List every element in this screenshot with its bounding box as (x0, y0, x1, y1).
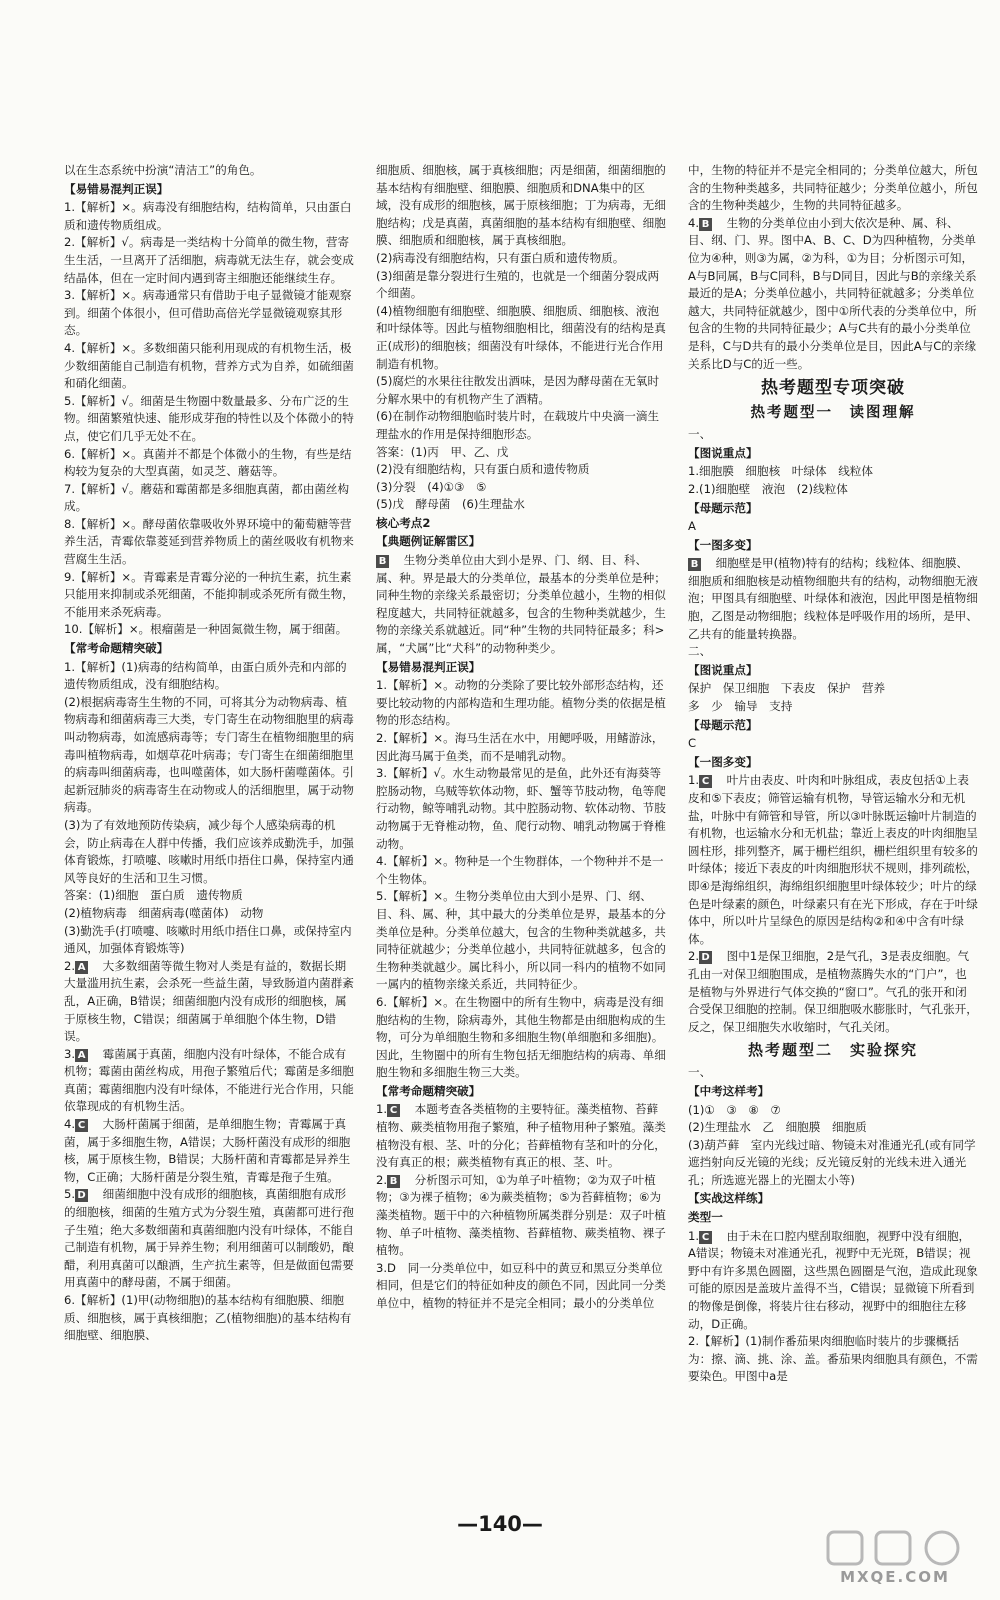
paragraph (64, 1116, 354, 1186)
paragraph: 3.D 同一分类单位中，如豆科中的黄豆和黑豆分类单位相同，但是它们的特征如种皮的颜色不同，因此同一分类单位中，植物的特征并不是完全相同；最小的分类单位 (376, 1260, 666, 1310)
section-heading: 【图说重点】 (688, 662, 758, 677)
explanation-text: 分析图示可知，①为单子叶植物；②为双子叶植物；③为裸子植物；④为蕨类植物；⑤为苔藓植物；⑥为藻类植物。题干中的六种植物所属类群分别是：双子叶植物、单子叶植物、藻类植物、苔藓植物、蕨类植物、裸子植物。 (376, 1172, 666, 1258)
section-heading: 【一图多变】 (688, 537, 758, 552)
paragraph (688, 772, 978, 948)
paragraph: (3)分裂 (4)①③ ⑤ (376, 479, 487, 494)
paragraph: (1)① ③ ⑧ ⑦ (688, 1102, 781, 1117)
explanation-text: 图中1是保卫细胞，2是气孔，3是表皮细胞。气孔由一对保卫细胞围成，是植物蒸腾失水的“门户”，也是植物与外界进行气体交换的“窗口”。气孔的张开和闭合受保卫细胞的控制。保卫细胞吸水膨胀时，气孔张开，反之，保卫细胞失水收缩时，气孔关闭。 (688, 949, 978, 1034)
paragraph: (3)葫芦藓 室内光线过暗、物镜未对准通光孔(或有同学遮挡射向反光镜的光线；反光镜反射的光线未进入通光孔；所选遮光器上的光圈太小等) (688, 1137, 976, 1187)
paragraph: 细胞质、细胞核，属于真核细胞；丙是细菌，细菌细胞的基本结构有细胞壁、细胞膜、细胞质和DNA集中的区域，没有成形的细胞核，属于原核细胞；丁为病毒，无细胞结构；戊是真菌，真菌细胞的基本结构有细胞壁、细胞膜、细胞质和细胞核，属于真核细胞。 (376, 163, 666, 248)
answer-badge: B (387, 1175, 400, 1188)
paragraph: 2.【解析】√。病毒是一类结构十分简单的微生物，营寄生生活，一旦离开了活细胞，病毒就无法生存，就会变成结晶体，但在一定时间内遇到寄主细胞还能继续生存。 (64, 235, 354, 285)
section-title: 热考题型专项突破 (761, 378, 905, 399)
explanation-text: 本题考查各类植物的主要特征。藻类植物、苔藓植物、蕨类植物用孢子繁殖，种子植物用种子繁殖。藻类植物没有根、茎、叶的分化；苔藓植物有茎和叶的分化，没有真正的根；蕨类植物有真正的根、茎、叶。 (376, 1102, 666, 1170)
item-number: 2. (688, 949, 700, 964)
item-number: 1. (688, 1228, 700, 1243)
answer-badge: C (699, 1231, 712, 1244)
paragraph: C (688, 736, 697, 751)
paragraph: 3.【解析】√。水生动物最常见的是鱼，此外还有海葵等腔肠动物，乌贼等软体动物，虾、蟹等节肢动物，龟等爬行动物，鲸等哺乳动物。其中腔肠动物、软体动物、节肢动物属于无脊椎动物，鱼、爬行动物、哺乳动物属于脊椎动物。 (376, 766, 666, 851)
paragraph: 2.(1)细胞壁 液泡 (2)线粒体 (688, 481, 848, 496)
answer-badge: B (688, 558, 701, 571)
paragraph: 5.【解析】√。细菌是生物圈中数量最多、分布广泛的生物。细菌繁殖快速、能形成芽孢的特性以及个体微小的特点，使它们几乎无处不在。 (64, 393, 354, 443)
explanation-text: 霉菌属于真菌，细胞内没有叶绿体，不能合成有机物；霉菌由菌丝构成，用孢子繁殖后代；霉菌是多细胞真菌；霉菌细胞内没有叶绿体，不能进行光合作用，只能依靠现成的有机物生活。 (64, 1046, 354, 1114)
paragraph: 10.【解析】×。根瘤菌是一种固氮微生物，属于细菌。 (64, 622, 348, 637)
section-heading: 【中考这样考】 (688, 1083, 770, 1098)
column-middle (376, 162, 666, 1502)
answer-line: 答案：(1)丙 甲、乙、戊 (376, 444, 509, 459)
paragraph: 多 少 输导 支持 (688, 699, 793, 714)
answer-line: 答案：(1)细胞 蛋白质 遗传物质 (64, 888, 243, 903)
section-heading: 【母题示范】 (688, 500, 758, 515)
explanation-text: 由于未在口腔内壁刮取细胞，视野中没有细胞，A错误；物镜未对准通光孔，视野中无光斑，B错误；视野中有许多黑色圆圈，这些黑色圆圈是气泡，造成此现象可能的原因是盖玻片盖得不当，C错误；显微镜下所看到的物像是倒像，将装片往右移动，视野中的细胞往左移动，D正确。 (688, 1228, 978, 1331)
section-heading: 【易错易混判正误】 (64, 181, 169, 196)
section-heading: 类型一 (688, 1210, 723, 1225)
paragraph: (2)没有细胞结构，只有蛋白质和遗传物质 (376, 462, 590, 477)
section-heading: 【实战这样练】 (688, 1191, 770, 1206)
explanation-text: 细菌细胞中没有成形的细胞核，真菌细胞有成形的细胞核，细菌的生殖方式为分裂生殖，真菌都可进行孢子生殖；绝大多数细菌和真菌细胞内没有叶绿体，不能自己制造有机物，属于异养生物；利用细菌可以制酸奶，酿醋，利用真菌可以酿酒，生产抗生素等，但是做面包需要用真菌中的酵母菌，不属于细菌。 (64, 1187, 354, 1290)
paragraph: 4.【解析】×。多数细菌只能利用现成的有机物生活，极少数细菌能自己制造有机物，营养方式为自养，如硫细菌和硝化细菌。 (64, 340, 354, 391)
paragraph (64, 958, 354, 1046)
paragraph: 2.【解析】(1)制作番茄果肉细胞临时装片的步骤概括为：擦、滴、挑、涂、盖。番茄果肉细胞具有颜色，不需要染色。甲图中a是 (688, 1334, 978, 1384)
paragraph (688, 215, 978, 373)
subsection-title: 热考题型二 实验探究 (747, 1041, 918, 1060)
paragraph: 1.【解析】×。动物的分类除了要比较外部形态结构，还要比较动物的内部构造和生理功能。植物分类的依据是植物的形态结构。 (376, 678, 666, 728)
section-heading: 【一图多变】 (688, 754, 758, 769)
answer-badge: C (75, 1119, 88, 1132)
item-number: 1. (376, 1102, 388, 1117)
paragraph: (2)根据病毒寄生生物的不同，可将其分为动物病毒、植物病毒和细菌病毒三大类，专门寄生在动物细胞里的病毒叫动物病毒，如流感病毒等；专门寄生在植物细胞里的病毒叫植物病毒，如烟草花叶病毒；专门寄生在细菌细胞里的病毒叫细菌病毒，也叫噬菌体，如大肠杆菌噬菌体。引起新冠肺炎的病毒寄生在动物或人的活细胞里，属于动物病毒。 (64, 694, 354, 815)
paragraph (64, 1186, 354, 1292)
paragraph: 3.【解析】×。病毒通常只有借助于电子显微镜才能观察到。细菌个体很小，但可借助高倍光学显微镜观察其形态。 (64, 288, 352, 338)
paragraph: 8.【解析】×。酵母菌依靠吸收外界环境中的葡萄糖等营养生活，青霉依靠菱延到营养物质上的菌丝吸收有机物来营腐生生活。 (64, 516, 354, 567)
paragraph: (3)为了有效地预防传染病，减少每个人感染病毒的机会，防止病毒在人群中传播，我们应该养成勤洗手，加强体育锻炼，打喷嚏、咳嗽时用纸巾捂住口鼻，保持室内通风等良好的生活和卫生习惯。 (64, 817, 354, 885)
section-heading: 【典题例证解雷区】 (376, 534, 481, 549)
answer-badge: B (376, 555, 389, 568)
paragraph: 二、 (688, 644, 712, 659)
paragraph: 保护 保卫细胞 下表皮 保护 营养 (688, 681, 886, 696)
explanation-text: 细胞壁是甲(植物)特有的结构；线粒体、细胞膜、细胞质和细胞核是动植物细胞共有的结构，动物细胞无液泡；甲图具有细胞壁、叶绿体和液泡，因此甲图是植物细胞，乙图是动物细胞；线粒体是呼吸作用的场所，是甲、乙共有的能量转换器。 (688, 556, 978, 641)
answer-badge: C (699, 775, 712, 788)
text-columns (64, 162, 978, 1502)
item-number: 4. (688, 215, 700, 230)
answer-badge: D (75, 1189, 88, 1202)
paragraph: 一、 (688, 1065, 712, 1080)
paragraph: 4.【解析】×。物种是一个生物群体，一个物种并不是一个生物体。 (376, 854, 664, 886)
paragraph: 6.【解析】×。真菌并不都是个体微小的生物，有些是结构较为复杂的大型真菌，如灵芝、蘑菇等。 (64, 446, 352, 479)
item-number: 2. (64, 958, 76, 973)
section-heading: 【母题示范】 (688, 717, 758, 732)
answer-badge: B (699, 218, 712, 231)
paragraph: 9.【解析】×。青霉素是青霉分泌的一种抗生素，抗生素只能用来抑制或杀死细菌，不能抑制或杀死所有微生物，不能用来杀死病毒。 (64, 569, 354, 619)
answer-badge: D (699, 951, 712, 964)
column-left (64, 162, 354, 1502)
item-number: 5. (64, 1187, 76, 1202)
answer-badge: A (75, 961, 88, 974)
paragraph (688, 1228, 978, 1334)
subsection-title: 热考题型一 读图理解 (750, 405, 916, 422)
paragraph: 1.【解析】×。病毒没有细胞结构，结构简单，只由蛋白质和遗传物质组成。 (64, 200, 352, 232)
answer-site-logo-icon (820, 1528, 970, 1568)
item-number: 1. (688, 773, 700, 788)
paragraph (376, 1172, 666, 1260)
paragraph (64, 1046, 354, 1116)
explanation-text: 大肠杆菌属于细菌，是单细胞生物；青霉属于真菌，属于多细胞生物，A错误；大肠杆菌没有成形的细胞核，属于原核生物，B错误；大肠杆菌和青霉都是异养生物，C正确；大肠杆菌是分裂生殖，青霉是孢子生殖。 (64, 1117, 351, 1184)
section-heading: 【常考命题精突破】 (376, 1083, 481, 1098)
answer-badge: C (387, 1104, 400, 1117)
paragraph: 2.【解析】×。海马生活在水中，用鳃呼吸，用鳍游泳，因此海马属于鱼类，而不是哺乳动物。 (376, 731, 664, 763)
paragraph: (2)生理盐水 乙 细胞膜 细胞质 (688, 1120, 867, 1135)
answer-badge: A (75, 1049, 88, 1062)
paragraph: 以在生态系统中扮演“清洁工”的角色。 (64, 163, 262, 177)
watermark (820, 1528, 970, 1592)
section-heading: 【易错易混判正误】 (376, 659, 481, 674)
paragraph: (5)戊 酵母菌 (6)生理盐水 (376, 497, 525, 512)
item-number: 4. (64, 1117, 76, 1132)
paragraph: 一、 (688, 427, 712, 442)
section-heading: 【图说重点】 (688, 445, 758, 460)
section-heading: 【常考命题精突破】 (64, 641, 169, 656)
explanation-text: 大多数细菌等微生物对人类是有益的，数据长期大量滥用抗生素，会杀死一些益生菌，导致肠道内菌群紊乱，A正确，B错误；细菌细胞内没有成形的细胞核，属于原核生物，C错误；细菌属于单细胞个体生物，D错误。 (64, 958, 354, 1044)
section-heading: 核心考点2 (376, 515, 431, 530)
paragraph (376, 552, 666, 658)
item-number: 3. (64, 1046, 76, 1061)
paragraph: 6.【解析】×。在生物圈中的所有生物中，病毒是没有细胞结构的生物，除病毒外，其他生物都是由细胞构成的生物，可分为单细胞生物和多细胞生物(单细胞和多细胞)。因此，生物圈中的所有生物包括无细胞结构的病毒、单细胞生物和多细胞生物三大类。 (376, 994, 666, 1080)
paragraph: 6.【解析】(1)甲(动物细胞)的基本结构有细胞膜、细胞质、细胞核，属于真核细胞；乙(植物细胞)的基本结构有细胞壁、细胞膜、 (64, 1293, 352, 1343)
paragraph (688, 555, 978, 643)
paragraph: (3)勤洗手(打喷嚏、咳嗽时用纸巾捂住口鼻，或保持室内通风，加强体育锻炼等) (64, 923, 352, 956)
paragraph (688, 948, 978, 1036)
paragraph: 1.【解析】(1)病毒的结构简单，由蛋白质外壳和内部的遗传物质组成，没有细胞结构。 (64, 659, 347, 692)
page-number: —140— (457, 1512, 543, 1536)
paragraph: (5)腐烂的水果往往散发出酒味，是因为酵母菌在无氧时分解水果中的有机物产生了酒精。 (376, 374, 660, 406)
paragraph (376, 1101, 666, 1171)
paragraph: (6)在制作动物细胞临时装片时，在载玻片中央滴一滴生理盐水的作用是保持细胞形态。 (376, 409, 660, 441)
watermark-text: MXQE.COM (840, 1568, 950, 1586)
paragraph: 1.细胞膜 细胞核 叶绿体 线粒体 (688, 464, 873, 479)
paragraph: 7.【解析】√。蘑菇和霉菌都是多细胞真菌，都由菌丝构成。 (64, 481, 350, 514)
paragraph: (3)细菌是靠分裂进行生殖的，也就是一个细菌分裂成两个细菌。 (376, 268, 660, 301)
paragraph: (4)植物细胞有细胞壁、细胞膜、细胞质、细胞核、液泡和叶绿体等。因此与植物细胞相比，细菌没有的结构是真正(成形)的细胞核；细菌没有叶绿体，不能进行光合作用制造有机物。 (376, 303, 666, 371)
column-right (688, 162, 978, 1502)
explanation-text: 生物的分类单位由小到大依次是种、属、科、目、纲、门、界。图中A、B、C、D为四种植物，分类单位为④种，则③为属，②为科，①为目；分析图示可知，A与B同属，B与C同科，B与D同目，因此与B的亲缘关系最近的是A；分类单位越小，共同特征就越多；分类单位越大，共同特征就越少，图中①所代表的分类单位中，所包含的生物的共同特征最少；A与C共有的最小分类单位是科，C与D共有的最小分类单位是目，因此A与C的亲缘关系比D与C的近一些。 (688, 215, 977, 371)
explanation-text: 叶片由表皮、叶肉和叶脉组成，表皮包括①上表皮和⑤下表皮；筛管运输有机物，导管运输水分和无机盐，叶脉中有筛管和导管，所以③叶脉既运输叶片制造的有机物，也运输水分和无机盐；靠近上表皮的叶肉细胞呈圆柱形，排列整齐，属于栅栏组织，栅栏组织里有较多的叶绿体；接近下表皮的叶肉细胞形状不规则，排列疏松，即④是海绵组织，海绵组织细胞里叶绿体较少；叶片的绿色是叶绿素的颜色，叶绿素只有在光下形成，存在于叶绿体中，所以叶片呈绿色的原因是结构②和④中含有叶绿体。 (688, 773, 978, 946)
paragraph: 中，生物的特征并不是完全相同的；分类单位越大，所包含的生物种类越多，共同特征越少；分类单位越小，所包含的生物种类越少，生物的共同特征越多。 (688, 163, 978, 213)
explanation-text: 生物分类单位由大到小是界、门、纲、目、科、属、种。界是最大的分类单位，最基本的分类单位是种；同种生物的亲缘关系最密切；分类单位越小，生物的相似程度越大，共同特征就越多，包含的生物种类就越少，生物的亲缘关系就越近。同“种”生物的共同特征最多；科>属，“犬属”比“犬科”的动物种类少。 (376, 553, 666, 656)
paragraph: (2)病毒没有细胞结构，只有蛋白质和遗传物质。 (376, 250, 625, 265)
paragraph: (2)植物病毒 细菌病毒(噬菌体) 动物 (64, 905, 264, 920)
item-number: 2. (376, 1172, 388, 1187)
paragraph: A (688, 519, 696, 534)
paragraph: 5.【解析】×。生物分类单位由大到小是界、门、纲、目、科、属、种，其中最大的分类单位是界，最基本的分类单位是种。分类单位越大，包含的生物种类就越多，共同特征就越少；分类单位越小，共同特征就越多，包含的生物种类就越少。属比科小，所以同一科内的植物不如同一属内的植物亲缘关系近，共同特征少。 (376, 889, 666, 992)
